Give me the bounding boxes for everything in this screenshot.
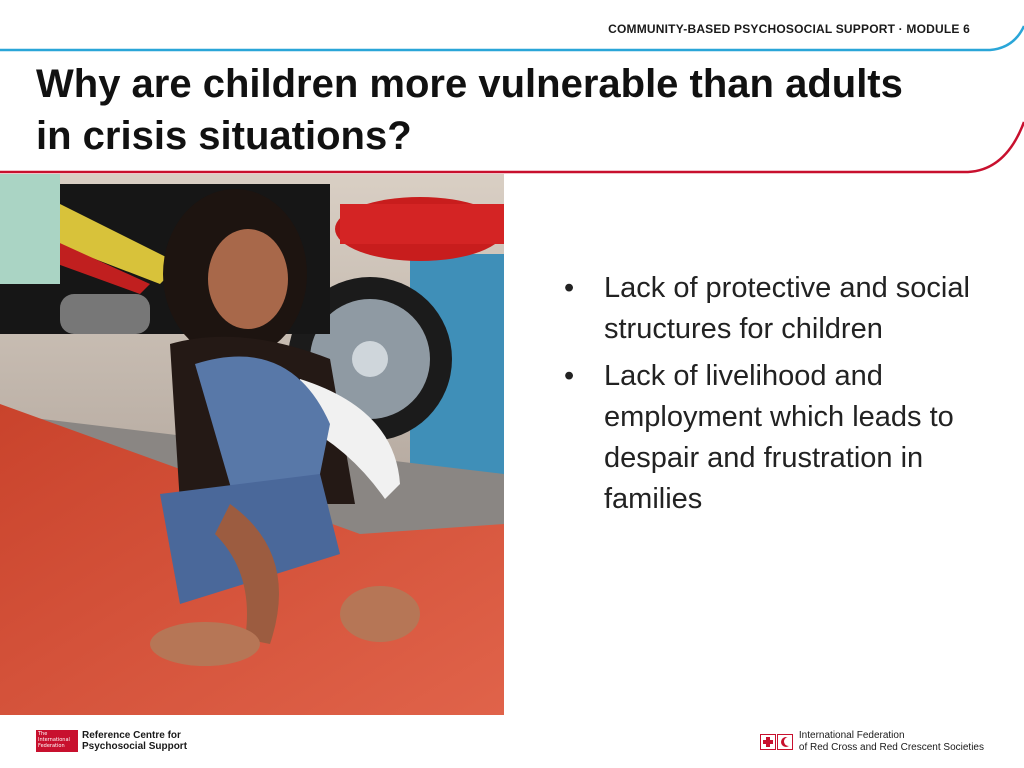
red-crescent-icon [777,734,793,750]
bullet-item [560,268,1000,350]
ifrc-name-line1: International Federation [798,730,905,741]
footer [0,716,1024,768]
reference-centre-line1: Reference Centre for [82,730,181,741]
bullet-marker: • [564,360,575,392]
ifrc-name-line2: of Red Cross and Red Crescent Societies [798,742,984,753]
slide-title: Why are children more vulnerable than adults in crisis situations? [36,62,903,158]
red-cross-icon [760,734,776,750]
bullet-text: Lack of livelihood and employment which leads to despair and frustration in families [604,360,954,515]
ifrc-logo [760,730,984,754]
ifrc-red-box-logo: The International Federation [36,730,78,752]
reference-centre-logo [36,730,187,752]
reference-centre-name [82,730,187,752]
bullet-item [560,356,1000,520]
ifrc-name [799,730,984,754]
reference-centre-line2: Psychosocial Support [82,741,188,752]
module-header-label: COMMUNITY-BASED PSYCHOSOCIAL SUPPORT · MODULE 6 [608,22,970,36]
bullet-marker: • [564,272,575,304]
bullet-list [560,268,1000,526]
child-photo-illustration [0,174,504,715]
bullet-text: Lack of protective and social structures for children [604,272,970,345]
child-photo [0,174,504,715]
